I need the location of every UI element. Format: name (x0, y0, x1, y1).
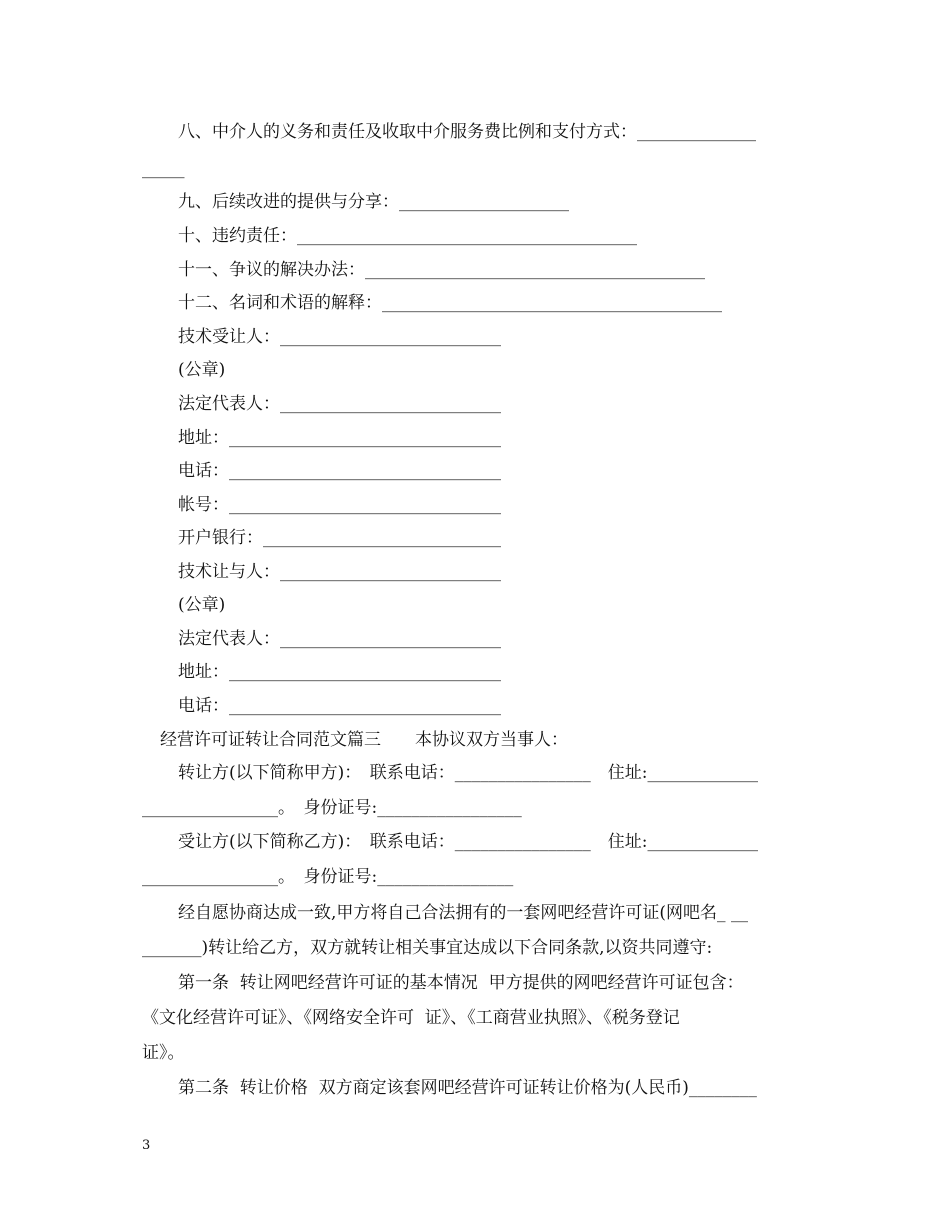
party-a-line: 转让方(以下简称甲方)： 联系电话：________________ 住址:_____________ (178, 763, 758, 783)
phone-line-2: 电话：________________________________ (178, 696, 501, 716)
clause-12-line: 十二、名词和术语的解释：________________________________________ (178, 293, 722, 313)
clause-11-line: 十一、争议的解决办法：________________________________________ (178, 260, 705, 280)
legal-rep-line-1: 法定代表人：__________________________ (178, 394, 501, 414)
party-b-id-line: ________________。 身份证号:________________ (142, 867, 514, 887)
party-b-line: 受让方(以下简称乙方)： 联系电话：________________ 住址:_____________ (178, 832, 758, 852)
address-line-1: 地址：________________________________ (178, 428, 501, 448)
agreement-intro-line: 经自愿协商达成一致,甲方将自己合法拥有的一套网吧经营许可证(网吧名_ __ (178, 903, 748, 923)
transferor-line: 技术让与人：__________________________ (178, 562, 501, 582)
article-1-end-line: 证》。 (142, 1043, 185, 1063)
account-line: 帐号：________________________________ (178, 495, 501, 515)
clause-10-line: 十、违约责任：________________________________________ (178, 226, 637, 246)
section-heading: 经营许可证转让合同范文篇三 本协议双方当事人： (160, 730, 568, 750)
clause-9-line: 九、后续改进的提供与分享：____________________ (178, 192, 569, 212)
address-line-2: 地址：________________________________ (178, 662, 501, 682)
agreement-intro-continuation: _______)转让给乙方，双方就转让相关事宜达成以下合同条款,以资共同遵守: (142, 938, 713, 958)
clause-8-line: 八、中介人的义务和责任及收取中介服务费比例和支付方式：______________ (178, 122, 756, 142)
article-1-licenses-line: 《文化经营许可证》、《网络安全许可 证》、《工商营业执照》、《税务登记 (142, 1008, 680, 1028)
clause-8-continuation: _____ (142, 159, 185, 179)
bank-line: 开户银行：____________________________ (178, 528, 501, 548)
party-a-id-line: ________________。 身份证号:_________________ (142, 798, 522, 818)
legal-rep-line-2: 法定代表人：__________________________ (178, 629, 501, 649)
page-number: 3 (142, 1138, 151, 1153)
seal-line-2: (公章) (178, 595, 226, 615)
article-1-line: 第一条 转让网吧经营许可证的基本情况 甲方提供的网吧经营许可证包含： (178, 973, 744, 993)
seal-line-1: (公章) (178, 360, 226, 380)
phone-line-1: 电话：________________________________ (178, 461, 501, 481)
transferee-line: 技术受让人：__________________________ (178, 327, 501, 347)
article-2-line: 第二条 转让价格 双方商定该套网吧经营许可证转让价格为(人民币)________ (178, 1078, 757, 1098)
